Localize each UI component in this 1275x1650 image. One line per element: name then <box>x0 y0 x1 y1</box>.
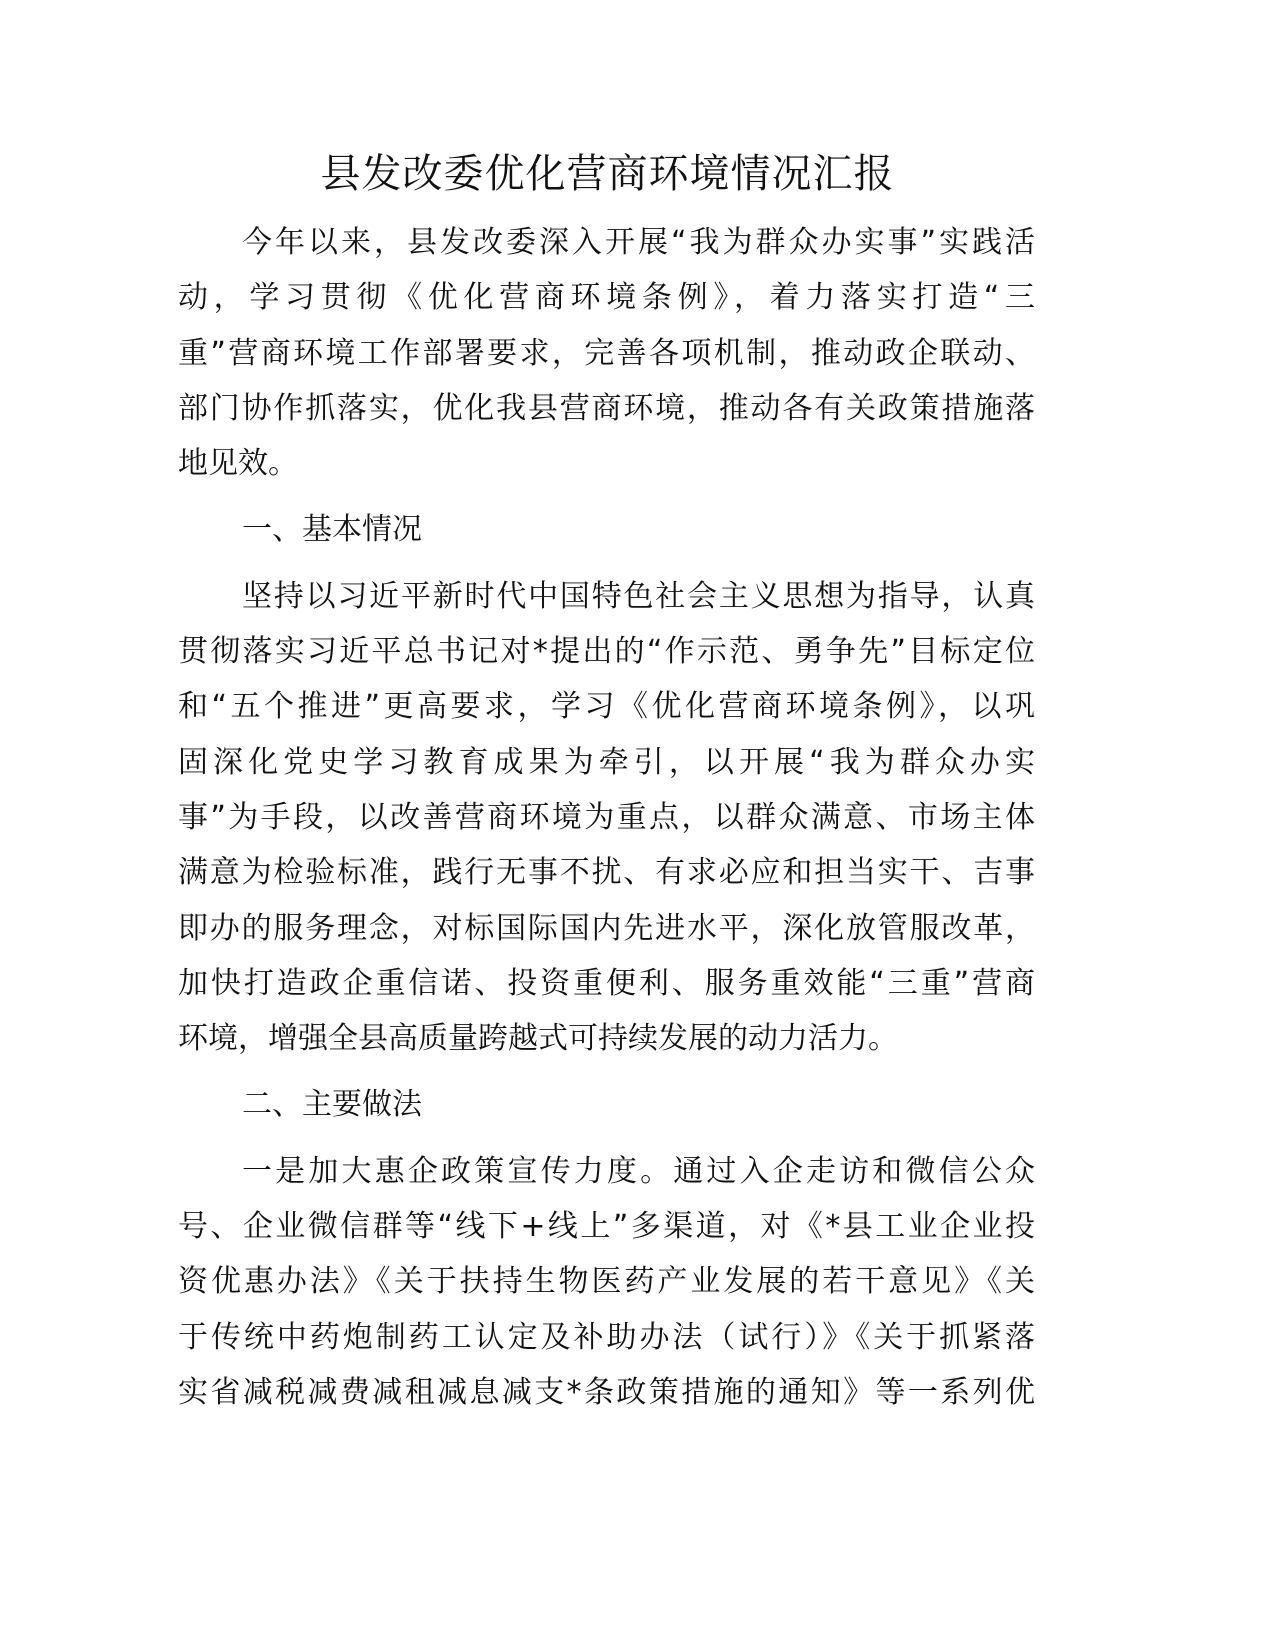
text-line: 即办的服务理念，对标国际国内先进水平，深化放管服改革， <box>178 910 1035 946</box>
text-line: 地见效。 <box>178 446 298 482</box>
text-line: 重”营商环境工作部署要求，完善各项机制，推动政企联动、 <box>178 335 1035 371</box>
text-line: 今年以来，县发改委深入开展“我为群众办实事”实践活 <box>242 225 1035 260</box>
text-line: 满意为检验标准，践行无事不扰、有求必应和担当实干、吉事 <box>178 855 1035 891</box>
text-line: 二、主要做法 <box>242 1087 422 1123</box>
document-body <box>178 215 1035 1431</box>
text-line: 动，学习贯彻《优化营商环境条例》，着力落实打造“三 <box>178 280 1035 316</box>
text-line: 资优惠办法》《关于扶持生物医药产业发展的若干意见》《关 <box>178 1264 1035 1300</box>
text-line: 于传统中药炮制药工认定及补助办法（试行）》《关于抓紧落 <box>178 1319 1035 1355</box>
text-line: 固深化党史学习教育成果为牵引，以开展“我为群众办实 <box>178 744 1035 780</box>
text-line: 环境，增强全县高质量跨越式可持续发展的动力活力。 <box>178 1021 898 1057</box>
text-line: 和“五个推进”更高要求，学习《优化营商环境条例》，以巩 <box>178 689 1035 725</box>
text-line: 部门协作抓落实，优化我县营商环境，推动各有关政策措施落 <box>178 390 1035 426</box>
paragraph <box>178 215 1035 491</box>
paragraph <box>178 569 1035 1067</box>
paragraph <box>178 1144 1035 1420</box>
text-line: 贯彻落实习近平总书记对*提出的“作示范、勇争先”目标定位 <box>178 634 1035 670</box>
text-line: 事”为手段，以改善营商环境为重点，以群众满意、市场主体 <box>178 799 1035 835</box>
text-line: 实省减税减费减租减息减支*条政策措施的通知》等一系列优 <box>178 1374 1035 1410</box>
section-heading <box>178 1077 1035 1132</box>
text-line: 一是加大惠企政策宣传力度。通过入企走访和微信公众 <box>242 1153 1035 1189</box>
text-line: 加快打造政企重信诺、投资重便利、服务重效能“三重”营商 <box>178 965 1035 1001</box>
section-heading <box>178 502 1035 557</box>
text-line: 号、企业微信群等“线下+线上”多渠道，对《*县工业企业投 <box>178 1209 1035 1245</box>
text-line: 一、基本情况 <box>242 512 422 548</box>
text-line: 坚持以习近平新时代中国特色社会主义思想为指导，认真 <box>242 578 1035 614</box>
document-title: 县发改委优化营商环境情况汇报 <box>320 151 895 197</box>
